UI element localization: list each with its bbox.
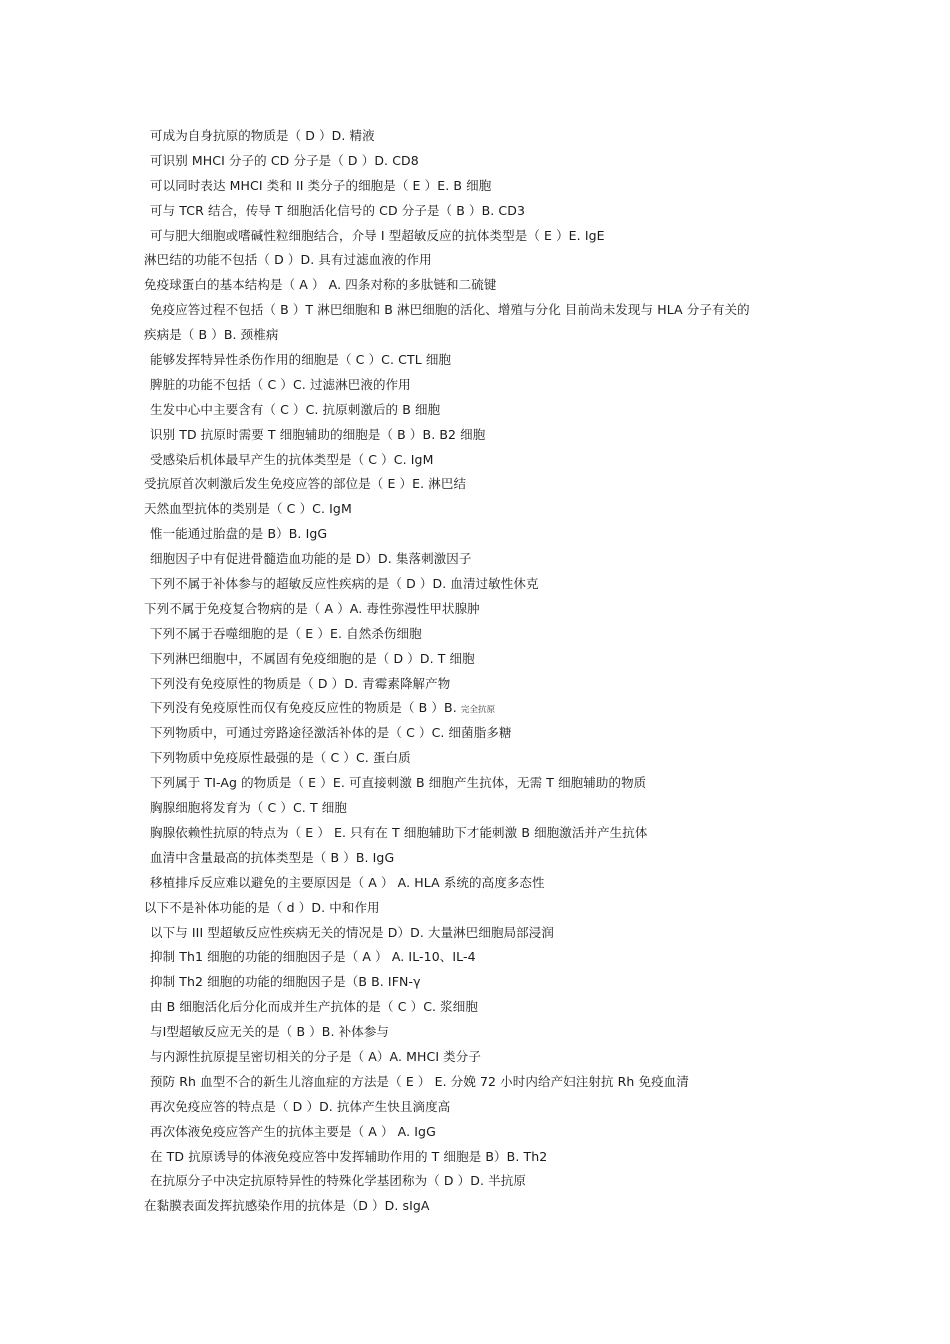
question-line bbox=[144, 1145, 824, 1170]
question-line bbox=[144, 373, 824, 398]
question-text: 下列没有免疫原性的物质是（ D ）D. 青霉素降解产物 bbox=[150, 675, 451, 691]
question-line bbox=[144, 672, 824, 697]
question-line bbox=[144, 1020, 824, 1045]
question-text: 受抗原首次刺激后发生免疫应答的部位是（ E ）E. 淋巴结 bbox=[144, 476, 467, 492]
question-text: 在 TD 抗原诱导的体液免疫应答中发挥辅助作用的 T 细胞是 B）B. Th2 bbox=[150, 1148, 548, 1164]
question-line bbox=[144, 398, 824, 423]
question-line bbox=[144, 597, 824, 622]
question-line bbox=[144, 248, 824, 273]
question-text: 血清中含量最高的抗体类型是（ B ）B. IgG bbox=[150, 849, 395, 865]
question-line bbox=[144, 1095, 824, 1120]
question-text: 再次体液免疫应答产生的抗体主要是（ A ） A. IgG bbox=[150, 1123, 436, 1139]
question-line bbox=[144, 423, 824, 448]
question-line bbox=[144, 771, 824, 796]
question-text: 下列淋巴细胞中，不属固有免疫细胞的是（ D ）D. T 细胞 bbox=[150, 650, 475, 666]
question-text: 天然血型抗体的类别是（ C ）C. IgM bbox=[144, 501, 352, 517]
question-text: 抑制 Th2 细胞的功能的细胞因子是（B B. IFN-γ bbox=[150, 974, 421, 990]
question-line bbox=[144, 896, 824, 921]
question-text: 再次免疫应答的特点是（ D ）D. 抗体产生快且滴度高 bbox=[150, 1098, 451, 1114]
question-line bbox=[144, 921, 824, 946]
question-text: 可与 TCR 结合，传导 T 细胞活化信号的 CD 分子是（ B ）B. CD3 bbox=[150, 202, 525, 218]
question-text: 由 B 细胞活化后分化而成并生产抗体的是（ C ）C. 浆细胞 bbox=[150, 999, 478, 1015]
question-text: 胸腺细胞将发育为（ C ）C. T 细胞 bbox=[150, 800, 347, 816]
question-text: 下列物质中，可通过旁路途径激活补体的是（ C ）C. 细菌脂多糖 bbox=[150, 725, 512, 741]
question-line bbox=[144, 472, 824, 497]
question-line bbox=[144, 995, 824, 1020]
question-text: 可以同时表达 MHCI 类和 II 类分子的细胞是（ E ）E. B 细胞 bbox=[150, 177, 492, 193]
question-text: 可成为自身抗原的物质是（ D ）D. 精液 bbox=[150, 128, 375, 143]
question-line bbox=[144, 273, 824, 298]
question-text: 抑制 Th1 细胞的功能的细胞因子是（ A ） A. IL-10、IL-4 bbox=[150, 949, 476, 965]
question-line bbox=[144, 1070, 824, 1095]
question-text: 免疫球蛋白的基本结构是（ A ） A. 四条对称的多肽链和二硫键 bbox=[144, 277, 497, 293]
question-line bbox=[144, 970, 824, 995]
question-text: 与Ⅰ型超敏反应无关的是（ B ）B. 补体参与 bbox=[150, 1024, 390, 1040]
question-text: 识别 TD 抗原时需要 T 细胞辅助的细胞是（ B ）B. B2 细胞 bbox=[150, 426, 486, 442]
question-line bbox=[144, 696, 824, 721]
question-text: 预防 Rh 血型不合的新生儿溶血症的方法是（ E ） E. 分娩 72 小时内给产妇注射抗 Rh 免疫血清 bbox=[150, 1073, 689, 1089]
question-text: 脾脏的功能不包括（ C ）C. 过滤淋巴液的作用 bbox=[150, 376, 411, 392]
question-text: 下列不属于免疫复合物病的是（ A ）A. 毒性弥漫性甲状腺肿 bbox=[144, 600, 480, 616]
question-text: 在抗原分子中决定抗原特异性的特殊化学基团称为（ D ）D. 半抗原 bbox=[150, 1173, 526, 1189]
question-line bbox=[144, 522, 824, 547]
question-text: 移植排斥反应难以避免的主要原因是（ A ） A. HLA 系统的高度多态性 bbox=[150, 874, 545, 890]
question-line bbox=[144, 1194, 824, 1219]
question-text: 下列不属于补体参与的超敏反应性疾病的是（ D ）D. 血清过敏性休克 bbox=[150, 576, 539, 592]
question-text: 与内源性抗原提呈密切相关的分子是（ A）A. MHCⅠ 类分子 bbox=[150, 1048, 481, 1064]
question-line bbox=[144, 323, 824, 348]
question-line bbox=[144, 124, 824, 149]
question-line bbox=[144, 1169, 824, 1194]
question-line bbox=[144, 721, 824, 746]
question-text: 细胞因子中有促进骨髓造血功能的是 D）D. 集落刺激因子 bbox=[150, 551, 472, 567]
question-line bbox=[144, 572, 824, 597]
question-text: 免疫应答过程不包括（ B ）T 淋巴细胞和 B 淋巴细胞的活化、增殖与分化 目前尚未发现与 HLA 分子有关的 bbox=[150, 302, 750, 318]
question-line bbox=[144, 1045, 824, 1070]
question-text: 受感染后机体最早产生的抗体类型是（ C ）C. IgM bbox=[150, 451, 434, 467]
question-line bbox=[144, 224, 824, 249]
question-list bbox=[144, 124, 824, 1219]
question-line bbox=[144, 174, 824, 199]
question-line bbox=[144, 448, 824, 473]
question-line bbox=[144, 821, 824, 846]
question-line bbox=[144, 348, 824, 373]
question-text: 下列没有免疫原性而仅有免疫反应性的物质是（ B ）B. bbox=[150, 700, 461, 716]
question-text: 下列物质中免疫原性最强的是（ C ）C. 蛋白质 bbox=[150, 750, 411, 766]
question-line bbox=[144, 199, 824, 224]
question-line bbox=[144, 647, 824, 672]
question-line bbox=[144, 871, 824, 896]
question-text: 下列不属于吞噬细胞的是（ E ）E. 自然杀伤细胞 bbox=[150, 625, 422, 641]
question-text: 以下与 III 型超敏反应性疾病无关的情况是 D）D. 大量淋巴细胞局部浸润 bbox=[150, 924, 554, 940]
question-line bbox=[144, 547, 824, 572]
question-line bbox=[144, 298, 824, 323]
question-text: 以下不是补体功能的是（ d ）D. 中和作用 bbox=[144, 899, 380, 915]
question-line bbox=[144, 1120, 824, 1145]
question-line bbox=[144, 149, 824, 174]
question-line bbox=[144, 945, 824, 970]
question-text: 在黏膜表面发挥抗感染作用的抗体是（D ）D. sIgA bbox=[144, 1198, 430, 1214]
question-text: 惟一能通过胎盘的是 B）B. IgG bbox=[150, 526, 328, 542]
question-text: 疾病是（ B ）B. 颈椎病 bbox=[144, 327, 279, 343]
question-line bbox=[144, 622, 824, 647]
question-line bbox=[144, 846, 824, 871]
question-line bbox=[144, 746, 824, 771]
question-line bbox=[144, 796, 824, 821]
question-text: 生发中心中主要含有（ C ）C. 抗原刺激后的 B 细胞 bbox=[150, 401, 441, 417]
question-text: 下列属于 TI-Ag 的物质是（ E ）E. 可直接刺激 B 细胞产生抗体，无需 T 细胞辅助的物质 bbox=[150, 775, 647, 791]
question-text: 可与肥大细胞或嗜碱性粒细胞结合，介导 I 型超敏反应的抗体类型是（ E ）E. IgE bbox=[150, 227, 605, 243]
question-text: 能够发挥特异性杀伤作用的细胞是（ C ）C. CTL 细胞 bbox=[150, 352, 452, 368]
question-text: 淋巴结的功能不包括（ D ）D. 具有过滤血液的作用 bbox=[144, 252, 432, 268]
answer-small-text: 完全抗原 bbox=[460, 705, 496, 716]
question-text: 胸腺依赖性抗原的特点为（ E ） E. 只有在 T 细胞辅助下才能刺激 B 细胞激活并产生抗体 bbox=[150, 824, 648, 840]
question-text: 可识别 MHCI 分子的 CD 分子是（ D ）D. CD8 bbox=[150, 152, 419, 168]
question-line bbox=[144, 497, 824, 522]
